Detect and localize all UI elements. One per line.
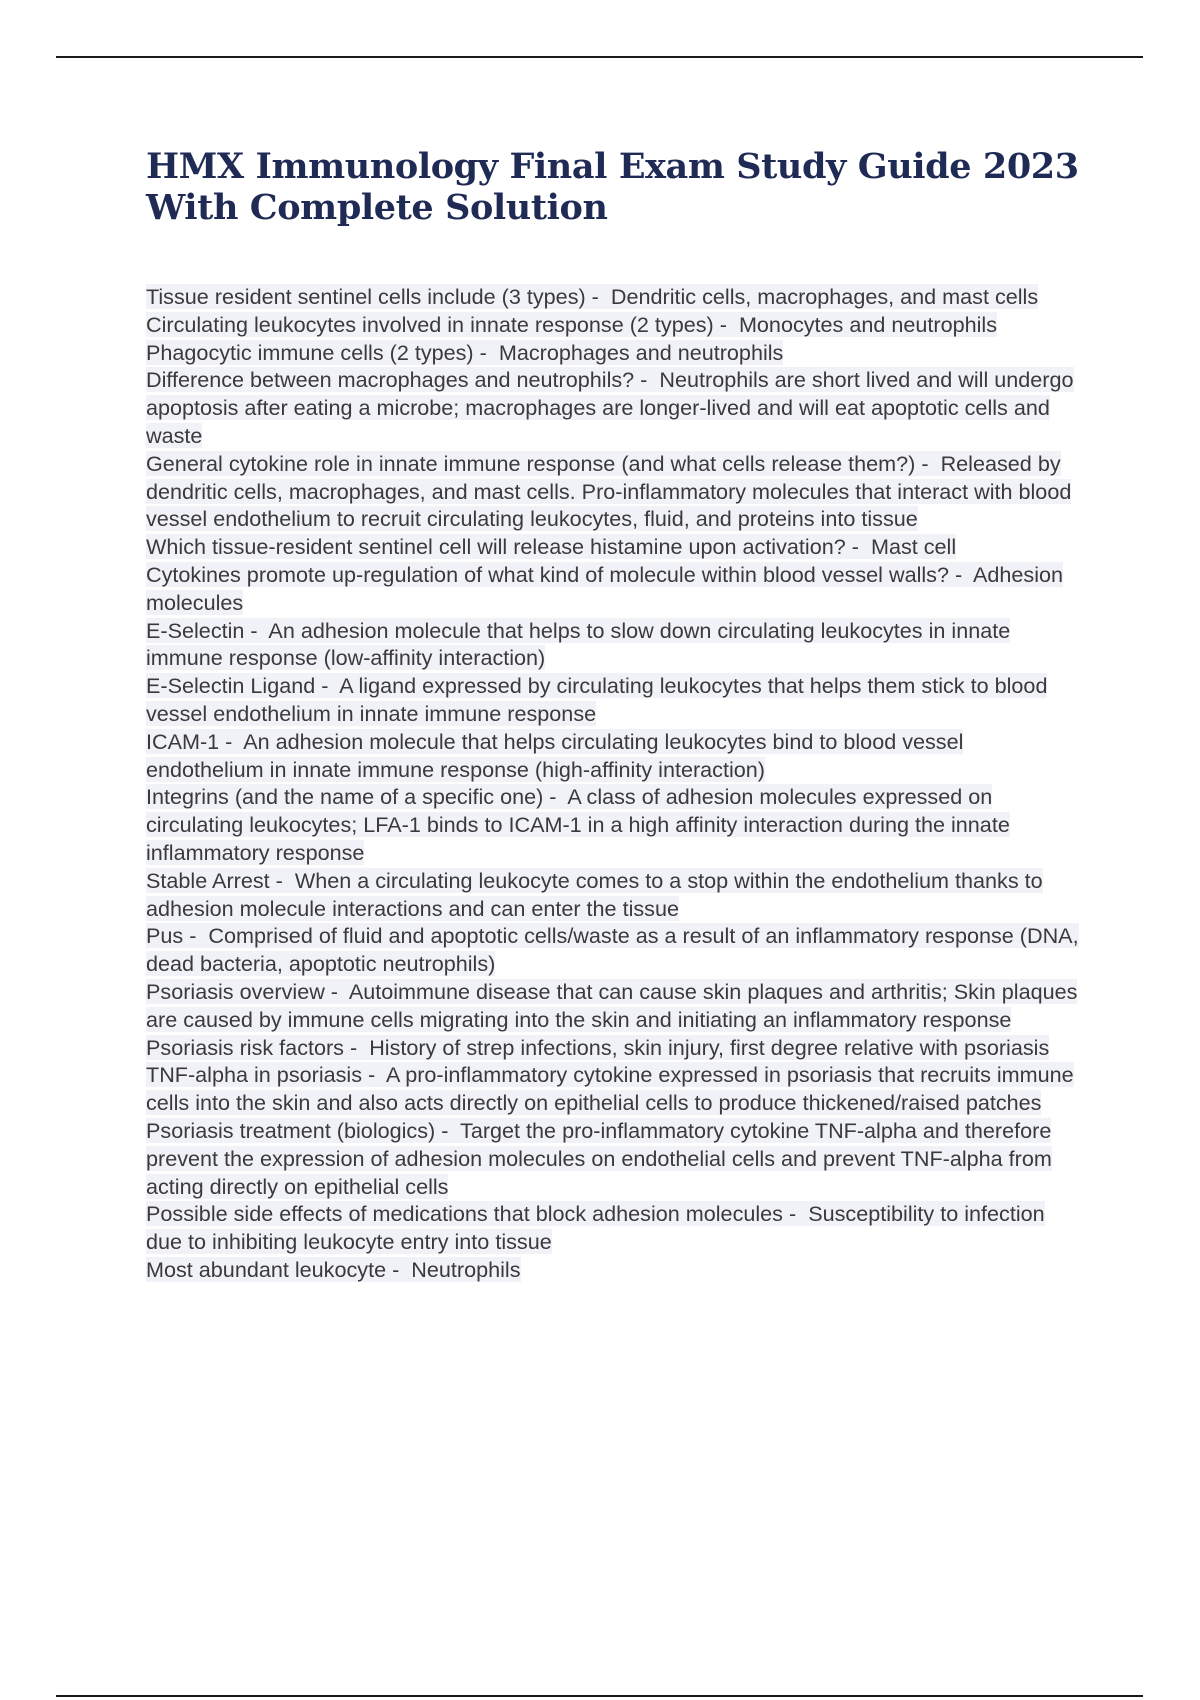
qa-item [146,1034,1086,1062]
qa-term: Most abundant leukocyte [146,1256,387,1282]
qa-item [146,1256,1086,1284]
qa-separator: - [183,923,209,949]
qa-definition: Dendritic cells, macrophages, and mast cells [610,284,1039,309]
qa-term: General cytokine role in innate immune response (and what cells release them?) [146,450,916,476]
qa-separator: - [343,1034,370,1060]
qa-item [146,533,1086,561]
qa-separator: - [713,311,739,337]
bottom-rule [56,1695,1143,1697]
qa-item [146,1061,1086,1117]
qa-item [146,450,1086,533]
qa-definition: Monocytes and neutrophils [738,311,998,337]
top-rule [56,56,1143,58]
qa-item [146,561,1086,617]
qa-separator: - [782,1201,809,1227]
qa-item [146,339,1086,367]
qa-definition: A pro-inflammatory cytokine expressed in psoriasis that recruits immune cells into the skin and also acts directly on epithelial cells to produce thickened/raised patches [146,1062,1074,1116]
qa-separator: - [845,534,871,560]
qa-term: E-Selectin [146,617,245,643]
qa-separator: - [585,284,611,309]
qa-item [146,1117,1086,1200]
qa-definition: When a circulating leukocyte comes to a stop within the endothelium thanks to adhesion molecule interactions and can enter the tissue [146,867,1043,921]
qa-term: Stable Arrest [146,867,270,893]
qa-term: Which tissue-resident sentinel cell will release histamine upon activation? [146,534,846,560]
qa-definition: Neutrophils [411,1256,521,1282]
qa-definition: A ligand expressed by circulating leukocytes that helps them stick to blood vessel endothelium in innate immune response [146,673,1048,726]
qa-definition: Autoimmune disease that can cause skin plaques and arthritis; Skin plaques are caused by immune cells migrating into the skin and initiating an inflammatory response [146,978,1078,1032]
qa-list [146,283,1086,1284]
qa-definition: An adhesion molecule that helps circulating leukocytes bind to blood vessel endothelium in innate immune response (high-affinity interaction) [146,728,964,782]
qa-item [146,1200,1086,1256]
qa-term: Circulating leukocytes involved in innate response (2 types) [146,311,714,337]
qa-definition: Target the pro-inflammatory cytokine TNF-alpha and therefore prevent the expression of adhesion molecules on endothelial cells and prevent TNF-alpha from acting directly on epithelial cells [146,1117,1052,1199]
qa-item [146,978,1086,1034]
qa-definition: Released by dendritic cells, macrophages, and mast cells. Pro-inflammatory molecules that interact with blood vessel endothelium to recruit circulating leukocytes, fluid, and proteins into tissue [146,450,1072,532]
qa-item [146,922,1086,978]
qa-separator: - [324,978,349,1004]
qa-term: Possible side effects of medications that block adhesion molecules [146,1201,783,1227]
qa-item [146,867,1086,923]
qa-definition: Macrophages and neutrophils [498,339,784,365]
qa-definition: Susceptibility to infection due to inhibiting leukocyte entry into tissue [146,1201,1045,1255]
qa-item [146,783,1086,866]
qa-separator: - [949,561,973,587]
qa-term: Tissue resident sentinel cells include (3 types) [146,284,586,309]
qa-term: Pus [146,923,184,949]
qa-definition: History of strep infections, skin injury, first degree relative with psoriasis [369,1034,1050,1060]
qa-term: E-Selectin Ligand [146,673,316,699]
qa-definition: Neutrophils are short lived and will undergo apoptosis after eating a microbe; macrophages are longer-lived and will eat apoptotic cells and waste [146,367,1074,448]
qa-item [146,728,1086,784]
qa-definition: An adhesion molecule that helps to slow down circulating leukocytes in innate immune response (low-affinity interaction) [146,617,1011,671]
qa-separator: - [269,867,295,893]
qa-separator: - [634,367,660,393]
qa-definition: Mast cell [870,534,957,560]
qa-item [146,672,1086,728]
qa-term: Phagocytic immune cells (2 types) [146,339,474,365]
qa-separator: - [219,728,244,754]
qa-separator: - [244,617,269,643]
qa-item [146,311,1086,339]
qa-definition: Comprised of fluid and apoptotic cells/waste as a result of an inflammatory response (DNA, dead bacteria, apoptotic neutrophils) [146,923,1079,977]
qa-term: TNF-alpha in psoriasis [146,1062,363,1088]
qa-definition: Adhesion molecules [146,561,1064,615]
qa-term: Psoriasis treatment (biologics) [146,1117,436,1143]
qa-item [146,617,1086,673]
qa-term: ICAM-1 [146,728,220,754]
qa-separator: - [362,1062,387,1088]
qa-separator: - [473,339,499,365]
qa-term: Cytokines promote up-regulation of what kind of molecule within blood vessel walls? [146,561,949,587]
qa-separator: - [543,784,568,810]
qa-definition: A class of adhesion molecules expressed on circulating leukocytes; LFA-1 binds to ICAM-1 in a high affinity interaction during the innate inflammatory response [146,784,1010,865]
qa-separator: - [435,1117,461,1143]
qa-term: Psoriasis risk factors [146,1034,344,1060]
qa-term: Integrins (and the name of a specific one) [146,784,544,810]
qa-item [146,366,1086,449]
qa-separator: - [315,673,340,699]
qa-item [146,283,1086,311]
qa-term: Psoriasis overview [146,978,325,1004]
document-title: HMX Immunology Final Exam Study Guide 2023 With Complete Solution [146,146,1079,228]
qa-term: Difference between macrophages and neutrophils? [146,367,635,393]
qa-separator: - [915,450,941,476]
qa-separator: - [386,1256,412,1282]
